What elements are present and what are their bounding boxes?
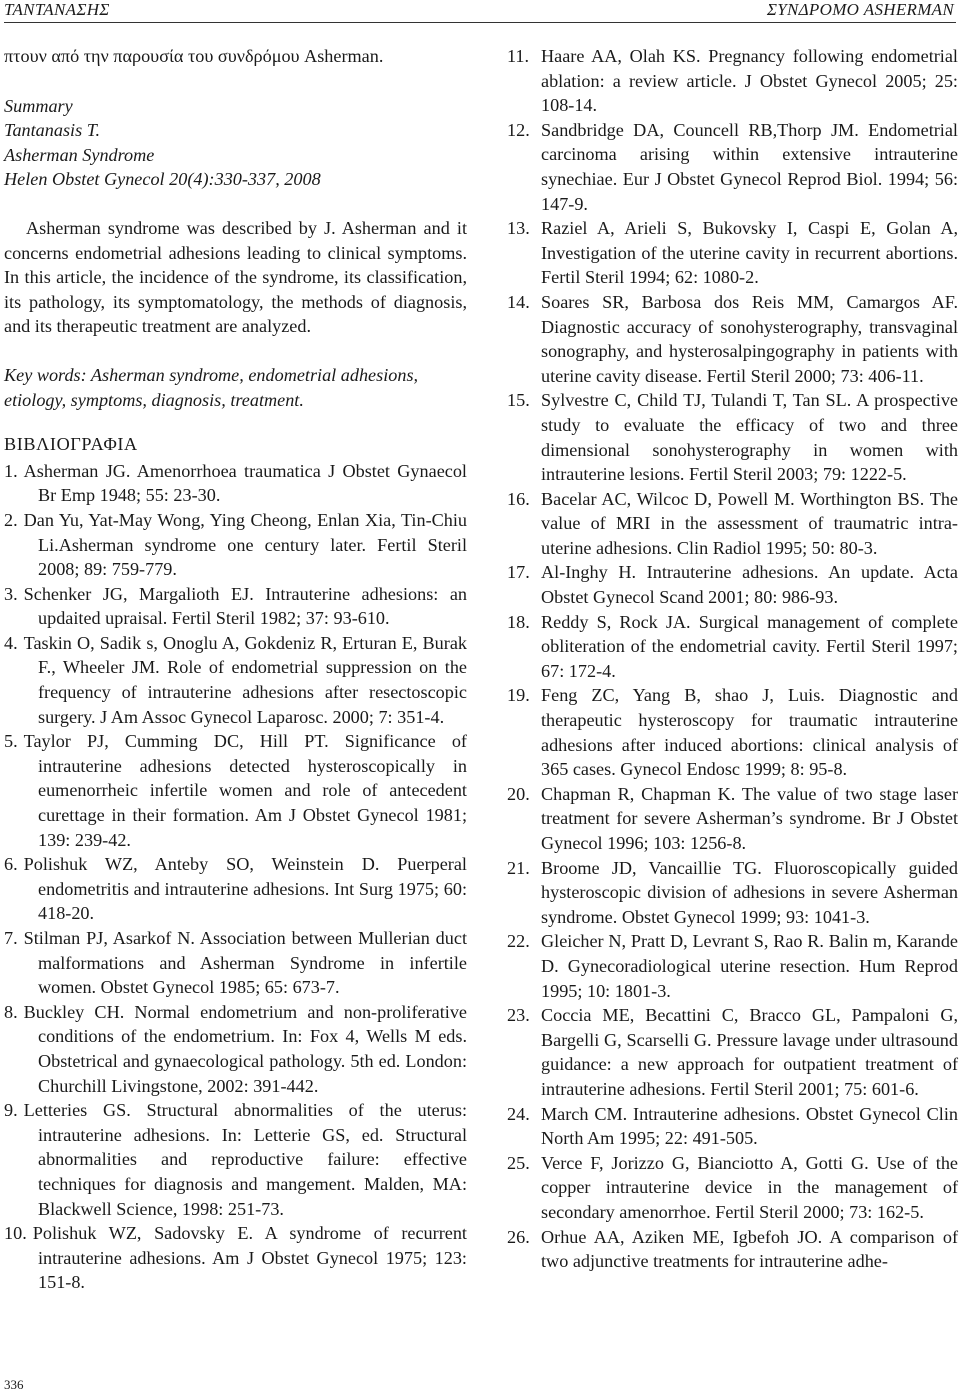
reference-number: 2. bbox=[4, 509, 18, 530]
reference-text: Broome JD, Vancaillie TG. Fluoroscopically guided hysteroscopic division of adhesions in severe Asherman syndrome. Obstet Gynecol 1999; 93: 1041-3. bbox=[541, 857, 958, 927]
reference-item bbox=[507, 118, 958, 216]
reference-number: 26. bbox=[507, 1226, 530, 1247]
reference-number: 25. bbox=[507, 1152, 530, 1173]
reference-item bbox=[507, 44, 958, 118]
reference-text: Raziel A, Arieli S, Bukovsky I, Caspi E, Golan A, Investigation of the uterine cavity in recurrent abortions. Fertil Steril 1994; 62: 1080-2. bbox=[541, 218, 958, 288]
reference-text: Haare AA, Olah KS. Pregnancy following endometrial ablation: a review article. J Obstet Gynecol 2005; 25: 108-14. bbox=[541, 46, 958, 116]
reference-item bbox=[507, 929, 958, 1003]
reference-item bbox=[507, 610, 958, 684]
reference-text: Taylor PJ, Cumming DC, Hill PT. Significance of intrauterine adhesions detected hysteroscopically in eumenorrheic infertile women and role of antecedent curettage in their formation. Am J Obstet Gynecol 1981; 139: 239-42. bbox=[23, 731, 467, 850]
reference-item bbox=[507, 560, 958, 609]
reference-item bbox=[4, 459, 467, 508]
reference-text: Soares SR, Barbosa dos Reis MM, Camargos AF. Diagnostic accuracy of sonohysterography, transvaginal sonography, and hysterosalpingography in patients with uterine cavity disease. Fertil Steril 2000; 73: 406-11. bbox=[541, 291, 958, 386]
reference-number: 7. bbox=[4, 928, 18, 948]
reference-list-right bbox=[507, 44, 958, 1274]
reference-number: 22. bbox=[507, 931, 530, 952]
reference-number: 6. bbox=[4, 854, 18, 875]
reference-item bbox=[507, 388, 958, 486]
reference-text: Buckley CH. Normal endometrium and non-proliferative conditions of the endometrium. In: Fox 4, Wells M eds. Obstetrical and gynaecological pathology. 5th ed. London: Churchill Livingstone, 2002: 391-442. bbox=[23, 1001, 467, 1096]
reference-number: 14. bbox=[507, 291, 530, 312]
reference-number: 3. bbox=[4, 583, 18, 604]
reference-item bbox=[507, 683, 958, 781]
reference-item bbox=[4, 582, 467, 631]
reference-text: Dan Yu, Yat-May Wong, Ying Cheong, Enlan Xia, Tin-Chiu Li.Asherman syndrome one century later. Fertil Steril 2008; 89: 759-779. bbox=[23, 509, 467, 580]
reference-item bbox=[507, 856, 958, 930]
header-divider bbox=[4, 22, 956, 23]
abstract-text: Asherman syndrome was described by J. Asherman and it concerns endometrial adhesions leading to clinical symptoms. In this article, the incidence of the syndrome, its classification, its pathology, its symptomatology, the methods of diagnosis, and its therapeutic treatment are analyzed. bbox=[4, 217, 467, 337]
summary-block bbox=[4, 94, 467, 192]
reference-text: Polishuk WZ, Anteby SO, Weinstein D. Puerperal endometritis and intrauterine adhesions. Int Surg 1975; 60: 418-20. bbox=[23, 854, 467, 924]
reference-number: 20. bbox=[507, 783, 530, 804]
reference-item bbox=[507, 782, 958, 856]
reference-item bbox=[4, 1000, 467, 1098]
reference-number: 11. bbox=[507, 46, 530, 66]
reference-text: Coccia ME, Becattini C, Bracco GL, Pampaloni G, Bargelli G, Scarselli G. Pressure lavage under ultrasound guidance: a new approach for outpatient treatment of intrauterine adhesions. Fertil Steril 2001; 75: 601-6. bbox=[541, 1005, 958, 1099]
keywords-text: Asherman syndrome, endometrial adhesions, etiology, symptoms, diagnosis, treatment. bbox=[4, 364, 419, 410]
reference-text: March CM. Intrauterine adhesions. Obstet Gynecol Clin North Am 1995; 22: 491-505. bbox=[541, 1103, 958, 1149]
bibliography-heading: ΒΙΒΛΙΟΓΡΑΦΙΑ bbox=[4, 434, 138, 455]
summary-citation: Helen Obstet Gynecol 20(4):330-337, 2008 bbox=[4, 169, 321, 190]
reference-item bbox=[507, 487, 958, 561]
reference-item bbox=[4, 852, 467, 926]
reference-text: Reddy S, Rock JA. Surgical management of complete obliteration of the endometrial cavity. Fertil Steril 1997; 67: 172-4. bbox=[541, 611, 958, 681]
reference-text: Chapman R, Chapman K. The value of two stage laser treatment for severe Asherman’s syndrome. Br J Obstet Gynecol 1996; 103: 1256-8. bbox=[541, 783, 958, 853]
reference-text: Sandbridge DA, Councell RB,Thorp JM. Endometrial carcinoma arising within extensive intrauterine synechiae. Eur J Obstet Gynecol Reprod Biol. 1994; 56: 147-9. bbox=[541, 119, 958, 214]
reference-number: 8. bbox=[4, 1001, 18, 1022]
reference-number: 5. bbox=[4, 731, 18, 752]
reference-text: Asherman JG. Amenorrhoea traumatica J Obstet Gynaecol Br Emp 1948; 55: 23-30. bbox=[23, 460, 467, 506]
reference-text: Schenker JG, Margalioth EJ. Intrauterine adhesions: an updaited upraisal. Fertil Steril 1982; 37: 93-610. bbox=[23, 583, 467, 629]
reference-item bbox=[507, 290, 958, 388]
reference-number: 18. bbox=[507, 611, 530, 632]
reference-text: Feng ZC, Yang B, shao J, Luis. Diagnostic and therapeutic hysteroscopy for traumatic intrauterine adhesions after induced abortions: clinical analysis of 365 cases. Gynecol Endosc 1999; 8: 95-8. bbox=[541, 685, 958, 780]
reference-text: Polishuk WZ, Sadovsky E. A syndrome of recurrent intrauterine adhesions. Am J Obstet Gynecol 1975; 123: 151-8. bbox=[32, 1223, 467, 1293]
reference-text: Orhue AA, Aziken ME, Igbefoh JO. A comparison of two adjunctive treatments for intrauterine adhe- bbox=[541, 1226, 958, 1272]
reference-item bbox=[4, 1098, 467, 1221]
reference-item bbox=[507, 1102, 958, 1151]
reference-item bbox=[507, 1225, 958, 1274]
reference-item bbox=[4, 1221, 467, 1295]
summary-heading: Summary bbox=[4, 95, 73, 116]
reference-text: Gleicher N, Pratt D, Levrant S, Rao R. Balin m, Karande D. Gynecoradiological uterine resection. Hum Reprod 1995; 10: 1801-3. bbox=[541, 931, 958, 1001]
reference-number: 13. bbox=[507, 218, 530, 239]
summary-author: Tantanasis T. bbox=[4, 120, 101, 141]
reference-item bbox=[4, 508, 467, 582]
reference-number: 9. bbox=[4, 1100, 18, 1121]
reference-text: Al-Inghy H. Intrauterine adhesions. An update. Acta Obstet Gynecol Scand 2001; 80: 986-93. bbox=[541, 562, 958, 608]
reference-number: 1. bbox=[4, 460, 18, 481]
reference-number: 24. bbox=[507, 1103, 530, 1124]
running-header-title: ΣΥΝΔΡΟΜΟ ASHERMAN bbox=[766, 0, 954, 19]
reference-number: 21. bbox=[507, 857, 530, 878]
reference-item bbox=[507, 1003, 958, 1101]
keywords-label: Key words: bbox=[4, 364, 87, 385]
reference-item bbox=[507, 1151, 958, 1225]
reference-number: 4. bbox=[4, 632, 18, 653]
reference-number: 16. bbox=[507, 488, 530, 509]
reference-number: 23. bbox=[507, 1005, 530, 1026]
reference-text: Verce F, Jorizzo G, Bianciotto A, Gotti G. Use of the copper intrauterine device in the management of secondary amenorrhoe. Fertil Steril 2000; 73: 162-5. bbox=[541, 1152, 958, 1222]
reference-number: 12. bbox=[507, 119, 530, 140]
reference-item bbox=[4, 926, 467, 1000]
summary-title: Asherman Syndrome bbox=[4, 144, 155, 165]
reference-list-left bbox=[4, 459, 467, 1295]
keywords bbox=[4, 363, 467, 412]
reference-text: Sylvestre C, Child TJ, Tulandi T, Tan SL. A prospective study to evaluate the efficacy of two and three dimensional sonohysterography in women with intrauterine lesions. Fertil Steril 2003; 79: 1222-5. bbox=[541, 390, 958, 485]
reference-number: 19. bbox=[507, 685, 530, 706]
continued-text-fragment: πτουν από την παρουσία του συνδρόμου Asherman. bbox=[4, 46, 384, 66]
reference-text: Bacelar AC, Wilcoc D, Powell M. Worthington BS. The value of MRI in the assessment of traumatric intra-uterine adhesions. Clin Radiol 1995; 50: 80-3. bbox=[541, 488, 958, 558]
reference-item bbox=[4, 729, 467, 852]
running-header-author: ΤΑΝΤΑΝΑΣΗΣ bbox=[4, 0, 110, 19]
reference-number: 15. bbox=[507, 390, 530, 411]
reference-item bbox=[507, 216, 958, 290]
reference-number: 10. bbox=[4, 1223, 27, 1244]
left-column bbox=[4, 44, 467, 1295]
reference-text: Letteries GS. Structural abnormalities of the uterus: intrauterine adhesions. In: Letterie GS, ed. Structural abnormalities and reproductive failure: effective techniques for diagnosis and mangement. Malden, MA: Blackwell Science, 1998: 251-73. bbox=[23, 1100, 467, 1219]
right-column bbox=[507, 44, 958, 1274]
reference-number: 17. bbox=[507, 562, 530, 583]
reference-text: Stilman PJ, Asarkof N. Association between Mullerian duct malformations and Asherman Syndrome in infertile women. Obstet Gynecol 1985; 65: 673-7. bbox=[23, 928, 467, 998]
reference-text: Taskin O, Sadik s, Onoglu A, Gokdeniz R, Erturan E, Burak F., Wheeler JM. Role of endometrial suppression on the frequency of intrauterine adhesions after resectoscopic surgery. J Am Assoc Gynecol Laparosc. 2000; 7: 351-4. bbox=[23, 632, 467, 727]
reference-item bbox=[4, 631, 467, 729]
page-number: 336 bbox=[4, 1377, 24, 1392]
